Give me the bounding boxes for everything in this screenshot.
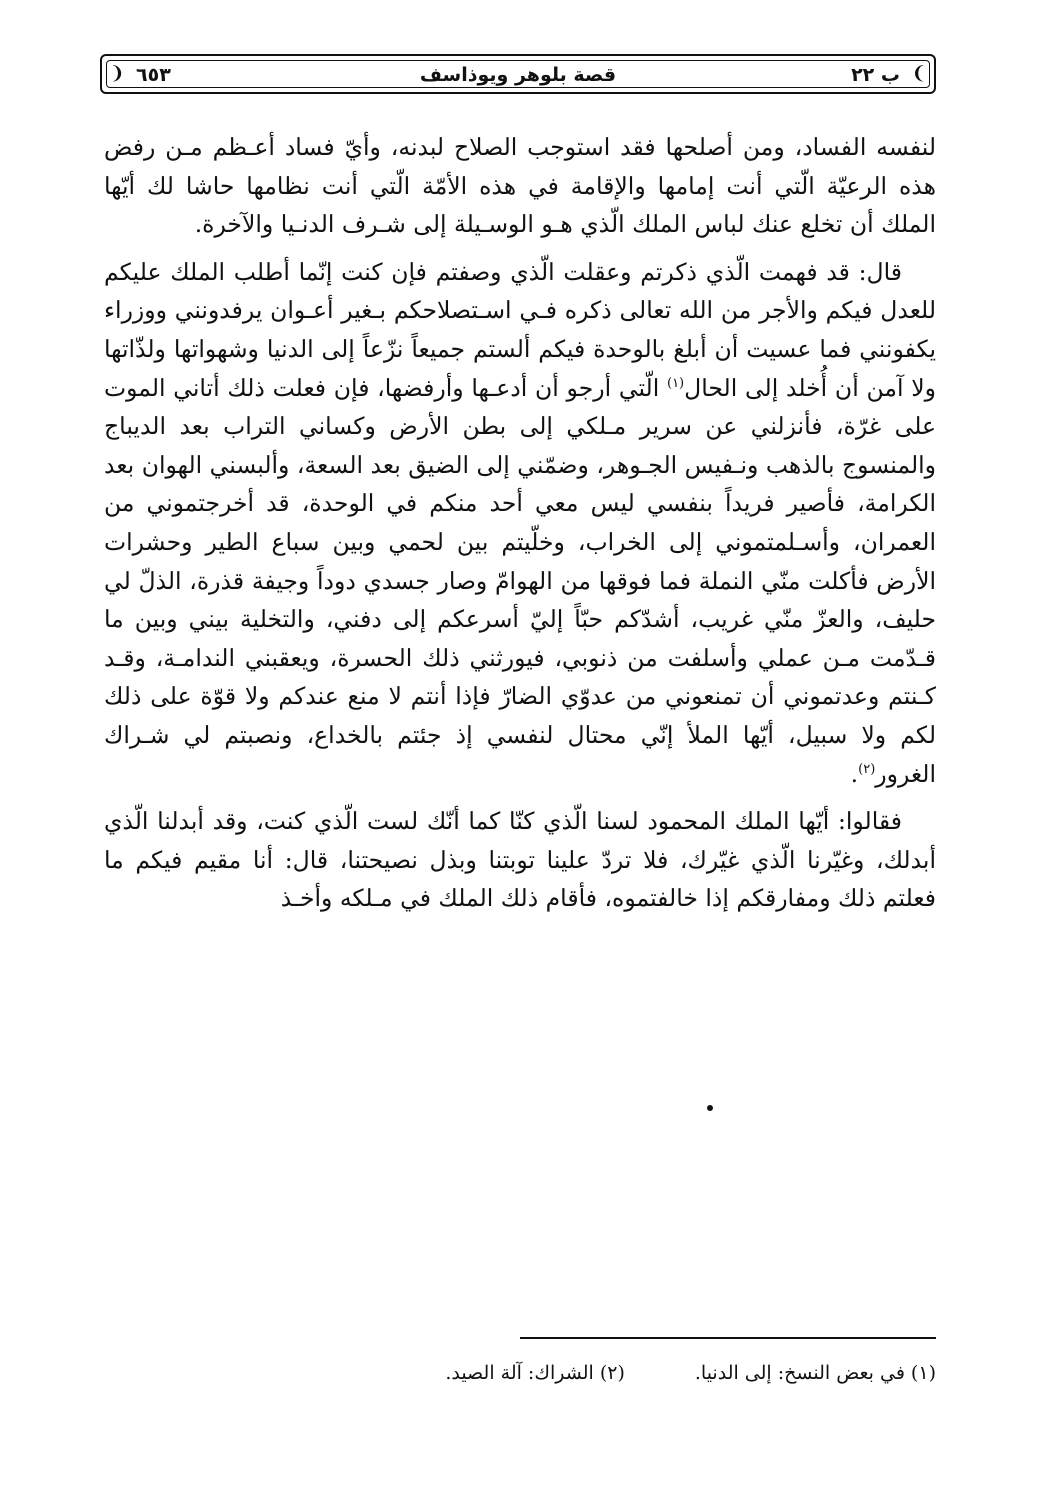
footnote-1: (١) في بعض النسخ: إلى الدنيا.: [694, 1362, 936, 1384]
paragraph-1: لنفسه الفساد، ومن أصلحها فقد استوجب الصلاح لبدنه، وأيّ فساد أعـظم مـن رفض هذه الرعيّة الّتي أنت إمامها والإقامة في هذه الأمّة الّتي أنت نظامها حاشا لك أيّها الملك أن تخلع عنك لباس الملك الّذي هـو الوسـيلة إلى شـرف الدنـيا والآخرة.: [104, 133, 936, 239]
main-text: [104, 128, 936, 927]
paragraph-2-end: .: [850, 759, 859, 788]
page-number: ٦٥٣: [136, 64, 171, 86]
paragraph-2-text-b: الّتي أرجو أن أدعـها وأرفضها، فإن فعلت ذلك أتاني الموت على غرّة، فأنزلني عن سرير مـلكي إلى بطن الأرض وكساني التراب بعد الديباج والمنسوج بالذهب ونـفيس الجـوهر، وضمّني إلى الضيق بعد السعة، وألبسني الهوان بعد الكرامة، فأصير فريداً بنفسي ليس معي أحد منكم في الوحدة، قد أخرجتموني من العمران، وأسـلمتموني إلى الخراب، وخلّيتم بين لحمي وبين سباع الطير وحشرات الأرض فأكلت منّي النملة فما فوقها من الهوامّ وصار جسدي دوداً وجيفة قذرة، الذلّ لي حليف، والعزّ منّي غريب، أشدّكم حبّاً إليّ أسرعكم إلى دفني، والتخلية بيني وبين ما قـدّمت مـن عملي وأسلفت من ذنوبي، فيورثني ذلك الحسرة، ويعقبني الندامـة، وقـد كـنتم وعدتموني أن تمنعوني من عدوّي الضارّ فإذا أنتم لا منع عندكم ولا قوّة على ذلك لكم ولا سبيل، أيّها الملأ إنّي محتال لنفسي إذ جئتم بالخداع، ونصبتم لي شـراك الغرور: [104, 373, 936, 788]
bracket-ornament-icon: ❩: [109, 63, 125, 84]
footnote-marker-2[interactable]: (٢): [858, 761, 876, 777]
footnote-divider: [520, 1337, 936, 1339]
section-reference: ب ٢٢: [851, 64, 900, 86]
running-header: [100, 54, 936, 94]
ink-dot: [707, 1105, 713, 1111]
paragraph-2-text-a: قال: قد فهمت الّذي ذكرتم وعقلت الّذي وصفتم فإن كنت إنّما أطلب الملك عليكم للعدل فيكم والأجر من الله تعالى ذكره فـي اسـتصلاحكم بـغير أعـوان يرفدونني ووزراء يكفونني فما عسيت أن أبلغ بالوحدة فيكم ألستم جميعاً نزّعاً إلى الدنيا وشهواتها ولذّاتها ولا آمن أن أُخلد إلى الحال: [104, 257, 936, 402]
paragraph-2: [104, 253, 936, 793]
page-title: قصة بلوهر ويوذاسف: [419, 64, 617, 86]
bracket-ornament-icon: ❨: [911, 63, 927, 84]
footnote-2: (٢) الشراك: آلة الصيد.: [445, 1362, 625, 1384]
paragraph-3: فقالوا: أيّها الملك المحمود لسنا الّذي كنّا كما أنّك لست الّذي كنت، وقد أبدلنا الّذي أبدلك، وغيّرنا الّذي غيّرك، فلا تردّ علينا توبتنا وبذل نصيحتنا، قال: أنا مقيم فيكم ما فعلتم ذلك ومفارقكم إذا خالفتموه، فأقام ذلك الملك في مـلكه وأخـذ: [104, 807, 936, 913]
footnotes: [104, 1358, 936, 1388]
footnote-marker-1[interactable]: (١): [666, 375, 685, 391]
